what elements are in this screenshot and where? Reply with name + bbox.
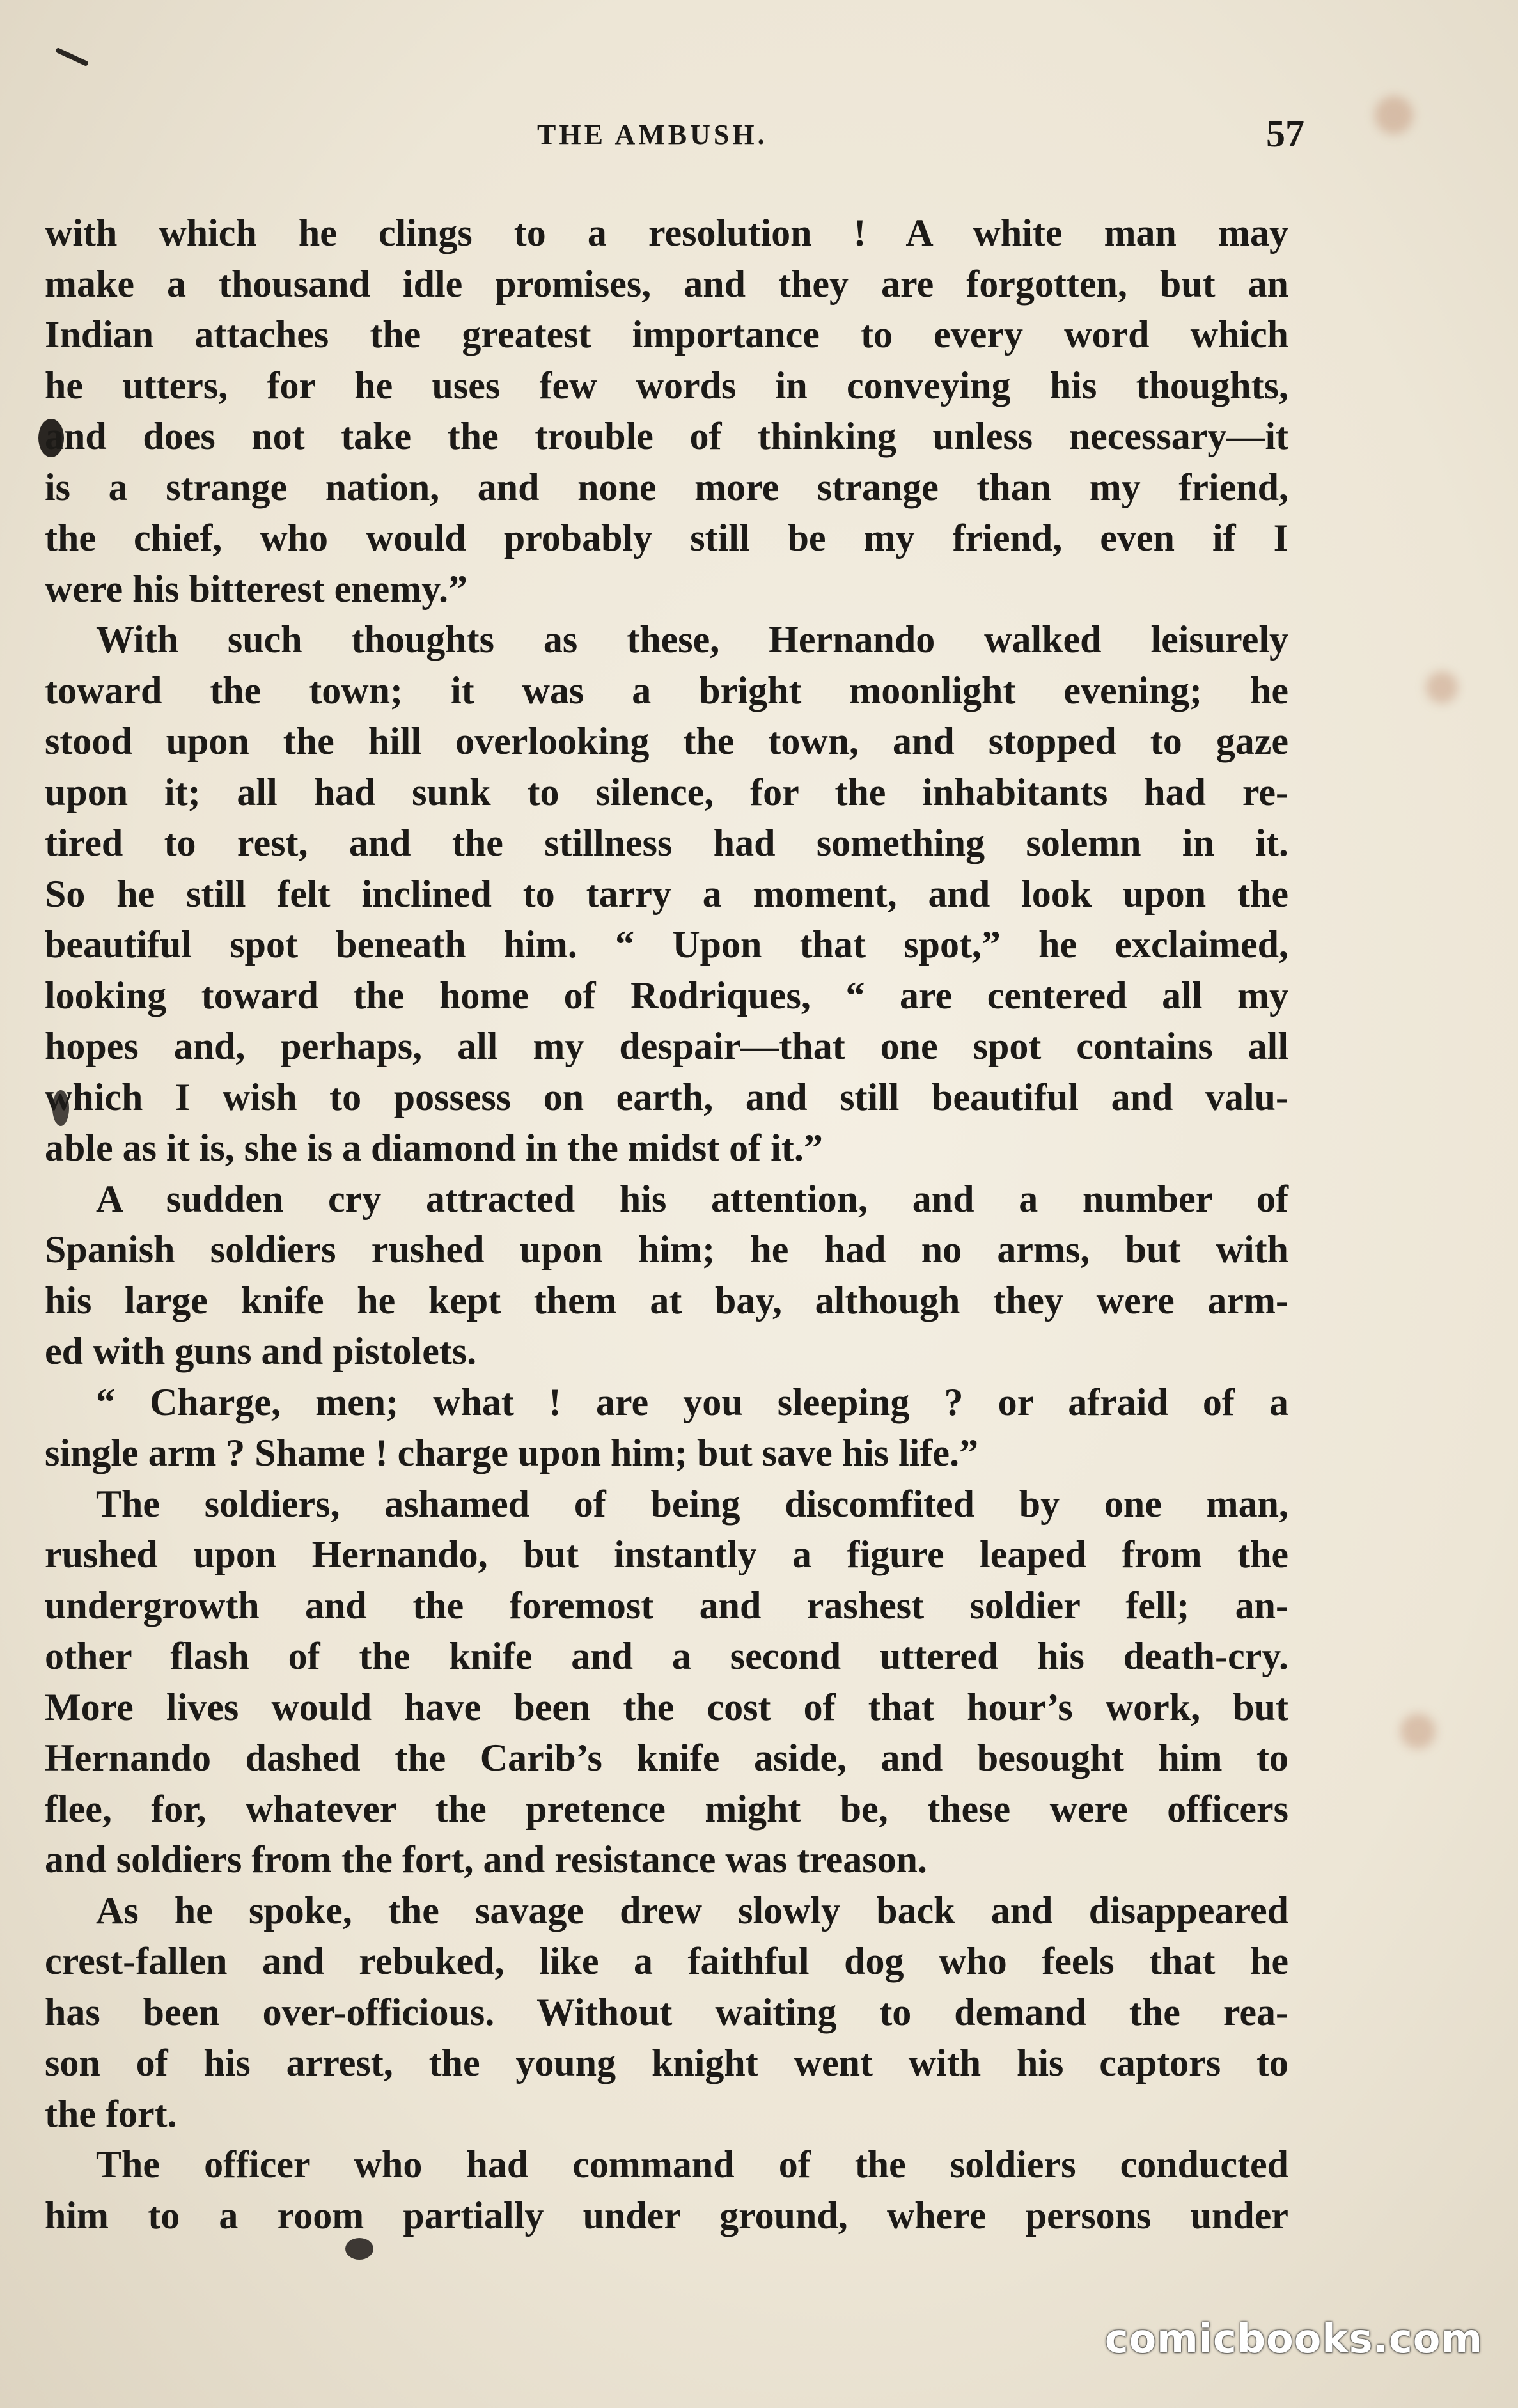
text-line: “ Charge, men; what ! are you sleeping ? or afraid of a	[96, 1380, 1288, 1423]
text-line: More lives would have been the cost of that hour’s work, but	[45, 1685, 1288, 1728]
text-line: With such thoughts as these, Hernando walked leisurely	[96, 618, 1288, 661]
text-line: other flash of the knife and a second uttered his death-cry.	[45, 1635, 1288, 1677]
text-line: son of his arrest, the young knight went with his captors to	[45, 2042, 1288, 2084]
text-line: upon it; all had sunk to silence, for the inhabitants had re-	[45, 770, 1288, 813]
text-line: were his bitterest enemy.”	[45, 567, 467, 610]
text-line: So he still felt inclined to tarry a moment, and look upon the	[45, 872, 1288, 915]
paper-stain	[1426, 671, 1458, 703]
text-line: and does not take the trouble of thinking unless necessary—it	[45, 415, 1288, 457]
text-line: The officer who had command of the soldiers conducted	[96, 2143, 1288, 2185]
text-line: his large knife he kept them at bay, although they were arm-	[45, 1279, 1288, 1322]
ink-blot	[345, 2238, 373, 2260]
text-line: and soldiers from the fort, and resistance was treason.	[45, 1838, 927, 1880]
text-line: toward the town; it was a bright moonlight evening; he	[45, 669, 1288, 712]
text-line: hopes and, perhaps, all my despair—that one spot contains all	[45, 1025, 1288, 1067]
text-line: Hernando dashed the Carib’s knife aside, and besought him to	[45, 1737, 1288, 1779]
text-line: make a thousand idle promises, and they are forgotten, but an	[45, 262, 1288, 305]
chapter-title: THE AMBUSH.	[537, 119, 768, 150]
text-line: flee, for, whatever the pretence might be, these were officers	[45, 1787, 1288, 1830]
text-line: single arm ? Shame ! charge upon him; but save his life.”	[45, 1432, 979, 1474]
watermark: comicbooks.com	[1104, 2315, 1483, 2362]
text-line: undergrowth and the foremost and rashest soldier fell; an-	[45, 1584, 1288, 1627]
text-line: Indian attaches the greatest importance to every word which	[45, 313, 1288, 356]
text-line: he utters, for he uses few words in conveying his thoughts,	[45, 364, 1288, 407]
text-line: beautiful spot beneath him. “ Upon that spot,” he exclaimed,	[45, 923, 1288, 966]
text-line: Spanish soldiers rushed upon him; he had no arms, but with	[45, 1228, 1288, 1270]
running-head	[38, 113, 1304, 163]
text-line: which I wish to possess on earth, and still beautiful and valu-	[45, 1075, 1288, 1118]
text-line: rushed upon Hernando, but instantly a figure leaped from the	[45, 1533, 1288, 1575]
text-line: tired to rest, and the stillness had something solemn in it.	[45, 822, 1288, 864]
text-line: The soldiers, ashamed of being discomfited by one man,	[96, 1482, 1288, 1525]
text-line: with which he clings to a resolution ! A white man may	[45, 212, 1288, 254]
ink-mark	[55, 47, 89, 66]
text-line: As he spoke, the savage drew slowly back and disappeared	[96, 1889, 1288, 1932]
text-line: stood upon the hill overlooking the town, and stopped to gaze	[45, 720, 1288, 762]
text-line: crest-fallen and rebuked, like a faithful dog who feels that he	[45, 1940, 1288, 1982]
text-line: A sudden cry attracted his attention, and a number of	[96, 1177, 1288, 1220]
text-line: able as it is, she is a diamond in the midst of it.”	[45, 1127, 823, 1169]
text-line: has been over-officious. Without waiting to demand the rea-	[45, 1990, 1288, 2033]
text-line: him to a room partially under ground, where persons under	[45, 2194, 1288, 2237]
text-line: is a strange nation, and none more strange than my friend,	[45, 465, 1288, 508]
text-line: ed with guns and pistolets.	[45, 1330, 477, 1372]
body-text	[45, 208, 1288, 2241]
text-line: the fort.	[45, 2092, 177, 2135]
text-line: looking toward the home of Rodriques, “ are centered all my	[45, 974, 1288, 1017]
paper-stain	[1375, 96, 1413, 134]
text-line: the chief, who would probably still be my friend, even if I	[45, 517, 1288, 559]
paper-stain	[1400, 1714, 1436, 1749]
page-number: 57	[1266, 113, 1304, 155]
